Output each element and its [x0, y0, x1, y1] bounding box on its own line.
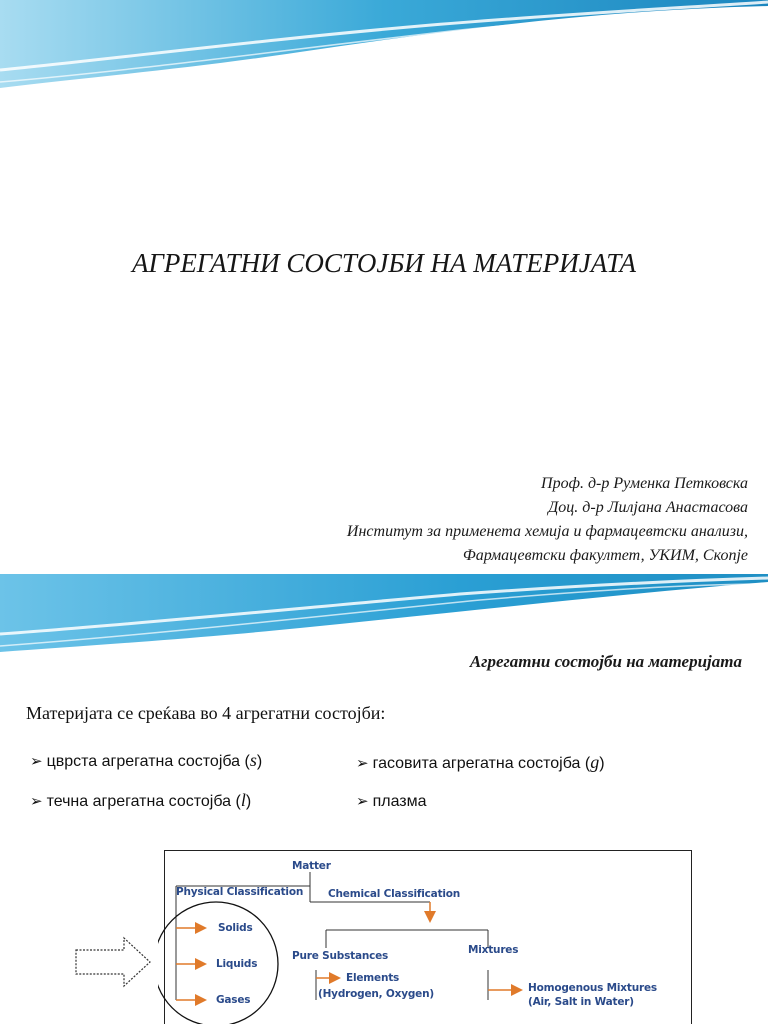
diagram-node: Pure Substances: [292, 950, 389, 962]
bullet-arrow-icon: ➢: [356, 793, 369, 810]
diagram-node: Matter: [292, 860, 331, 872]
diagram-node: Physical Classification: [176, 886, 304, 898]
bullet-item: ➢ гасовита агрегатна состојба (g): [356, 752, 605, 772]
author-line: Доц. д-р Лилјана Анастасова: [548, 499, 748, 516]
presentation-title: АГРЕГАТНИ СОСТОЈБИ НА МАТЕРИЈАТА: [131, 248, 637, 278]
diagram-node: Mixtures: [468, 944, 519, 956]
pointer-arrow-icon: [0, 574, 160, 1024]
diagram-node: Elements: [346, 972, 400, 984]
diagram-node: (Air, Salt in Water): [528, 996, 634, 1008]
slide-title: Агрегатни состојби на материјата: [469, 652, 742, 671]
bullet-item: ➢ течна агрегатна состојба (l): [30, 790, 252, 810]
author-line: Проф. д-р Руменка Петковска: [541, 475, 748, 492]
header-wave: [0, 0, 768, 100]
author-block: [347, 472, 748, 568]
diagram-node: (Hydrogen, Oxygen): [318, 988, 434, 1000]
classification-diagram: [158, 824, 692, 1024]
bullet-arrow-icon: ➢: [356, 755, 369, 772]
bullet-arrow-icon: ➢: [30, 793, 43, 810]
content-slide: [0, 574, 768, 1024]
bullet-item: ➢ плазма: [356, 793, 427, 810]
diagram-node: Solids: [218, 922, 253, 934]
affiliation-line: Институт за применета хемија и фармацевтски анализи,: [346, 523, 748, 540]
diagram-node: Gases: [216, 994, 251, 1006]
diagram-node: Homogenous Mixtures: [528, 982, 657, 994]
affiliation-line: Фармацевтски факултет, УКИМ, Скопје: [462, 547, 748, 564]
diagram-node: Liquids: [216, 958, 258, 970]
intro-text: Материјата се среќава во 4 агрегатни состојби:: [26, 703, 386, 723]
bullet-arrow-icon: ➢: [30, 753, 43, 770]
diagram-node: Chemical Classification: [328, 888, 461, 900]
bullet-item: ➢ цврста агрегатна состојба (s): [30, 750, 263, 770]
